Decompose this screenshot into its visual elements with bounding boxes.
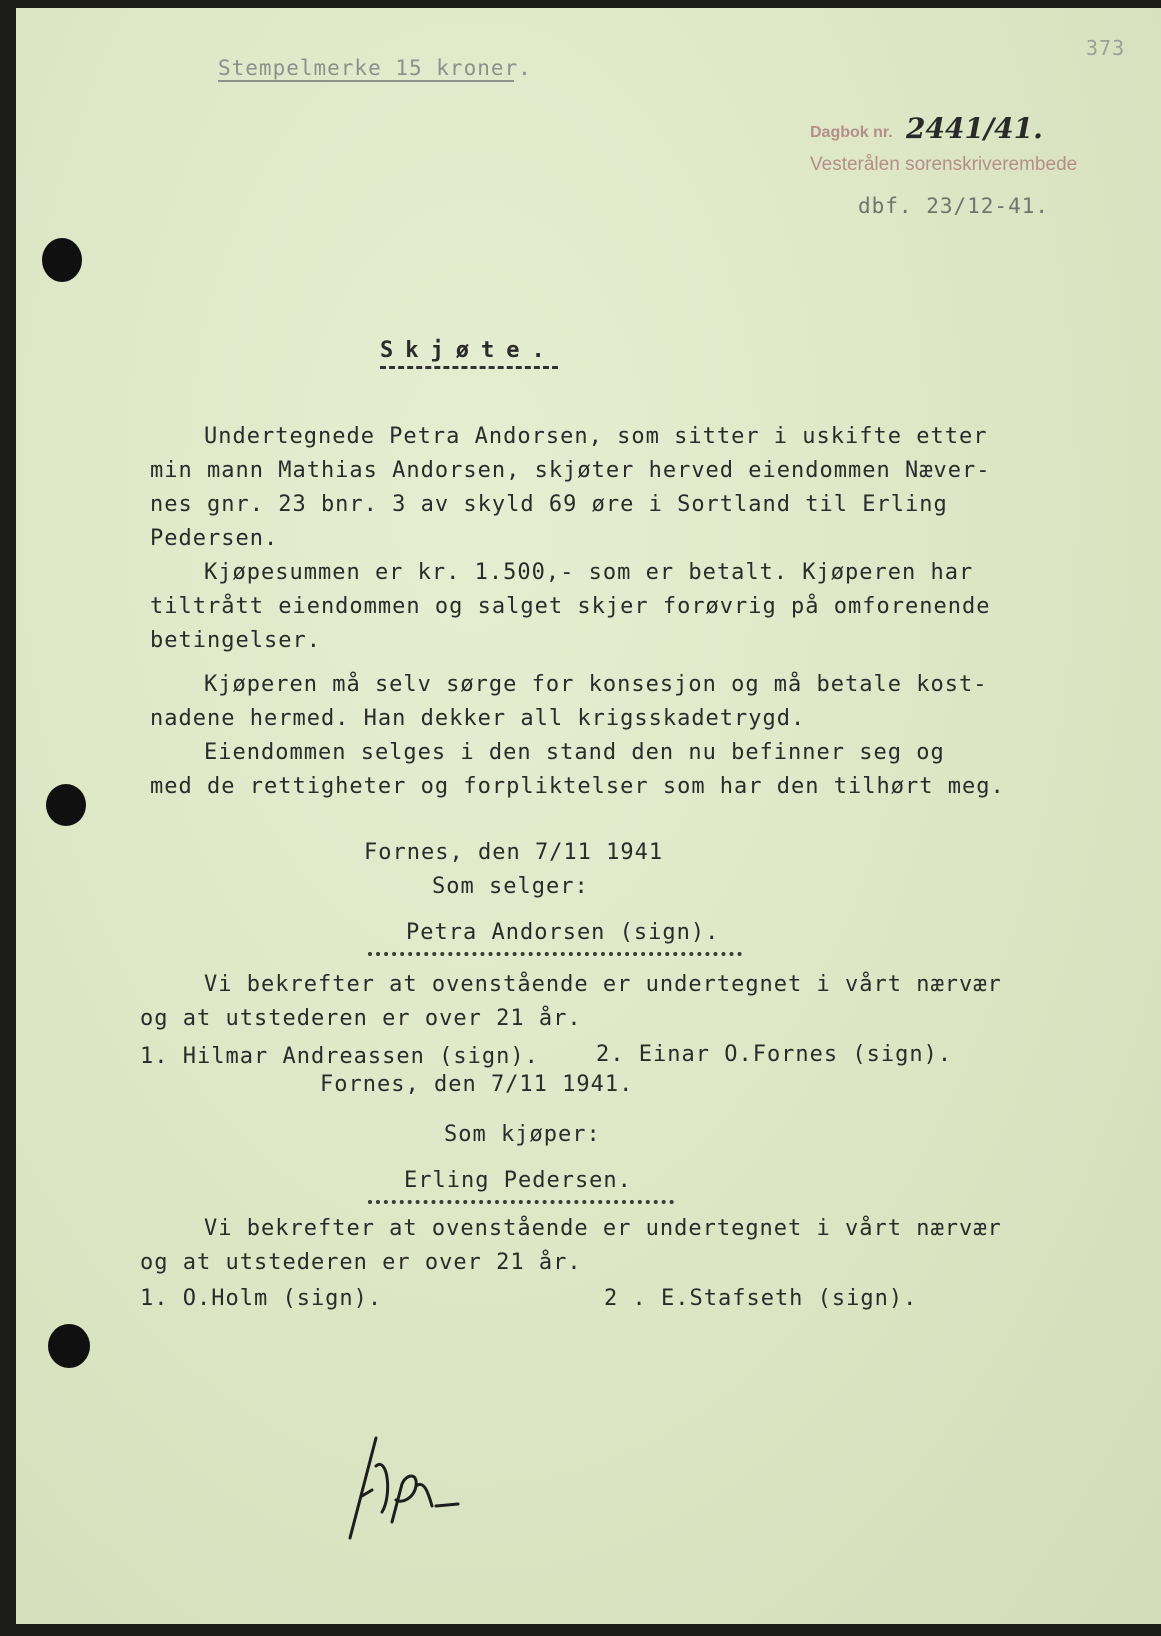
punch-hole-middle: [46, 784, 86, 826]
document-page: [16, 8, 1161, 1624]
seller-witness-statement: Vi bekrefter at ovenstående er undertegnet i vårt nærvær: [204, 972, 1002, 997]
body-line: tiltrått eiendommen og salget skjer forøvrig på omforenende: [150, 594, 991, 619]
buyer-signature-line: [368, 1200, 674, 1204]
handwritten-initials: [332, 1426, 472, 1546]
seller-place-date: Fornes, den 7/11 1941: [364, 840, 664, 865]
seller-place-date-2: Fornes, den 7/11 1941.: [320, 1072, 634, 1097]
body-line: Kjøperen må selv sørge for konsesjon og må betale kost-: [204, 672, 988, 697]
buyer-signature: Erling Pedersen.: [404, 1168, 632, 1193]
seller-signature: Petra Andorsen (sign).: [406, 920, 720, 945]
punch-hole-top: [42, 238, 82, 282]
office-stamp: Vesterålen sorenskriverembede: [810, 154, 1078, 175]
body-line: nes gnr. 23 bnr. 3 av skyld 69 øre i Sortland til Erling: [150, 492, 948, 517]
document-title: Skjøte.: [380, 338, 557, 363]
punch-hole-bottom: [48, 1324, 90, 1368]
body-line: nadene hermed. Han dekker all krigsskadetrygd.: [150, 706, 806, 731]
seller-role: Som selger:: [432, 874, 589, 899]
stamp-underline: [218, 80, 514, 82]
registered-date: dbf. 23/12-41.: [858, 194, 1050, 218]
buyer-witness-statement: Vi bekrefter at ovenstående er undertegnet i vårt nærvær: [204, 1216, 1002, 1241]
seller-witness-2: 2. Einar O.Fornes (sign).: [596, 1042, 953, 1067]
body-line: Undertegnede Petra Andorsen, som sitter i uskifte etter: [204, 424, 988, 449]
seller-signature-line: [368, 952, 742, 956]
body-line: Eiendommen selges i den stand den nu befinner seg og: [204, 740, 945, 765]
buyer-witness-1: 1. O.Holm (sign).: [140, 1286, 383, 1311]
body-line: Pedersen.: [150, 526, 279, 551]
seller-witness-1: 1. Hilmar Andreassen (sign).: [140, 1044, 539, 1069]
diary-label: Dagbok nr.: [810, 124, 893, 141]
title-underline: [380, 366, 558, 369]
stamp-line: Stempelmerke 15 kroner.: [218, 56, 532, 80]
page-number: 373: [1086, 36, 1126, 60]
body-line: min mann Mathias Andorsen, skjøter herved eiendommen Næver-: [150, 458, 991, 483]
buyer-witness-2: 2 . E.Stafseth (sign).: [604, 1286, 918, 1311]
seller-witness-statement-cont: og at utstederen er over 21 år.: [140, 1006, 582, 1031]
diary-number: 2441/41.: [906, 112, 1043, 145]
buyer-role: Som kjøper:: [444, 1122, 601, 1147]
body-line: med de rettigheter og forpliktelser som har den tilhørt meg.: [150, 774, 1005, 799]
buyer-witness-statement-cont: og at utstederen er over 21 år.: [140, 1250, 582, 1275]
body-line: betingelser.: [150, 628, 321, 653]
body-line: Kjøpesummen er kr. 1.500,- som er betalt. Kjøperen har: [204, 560, 974, 585]
